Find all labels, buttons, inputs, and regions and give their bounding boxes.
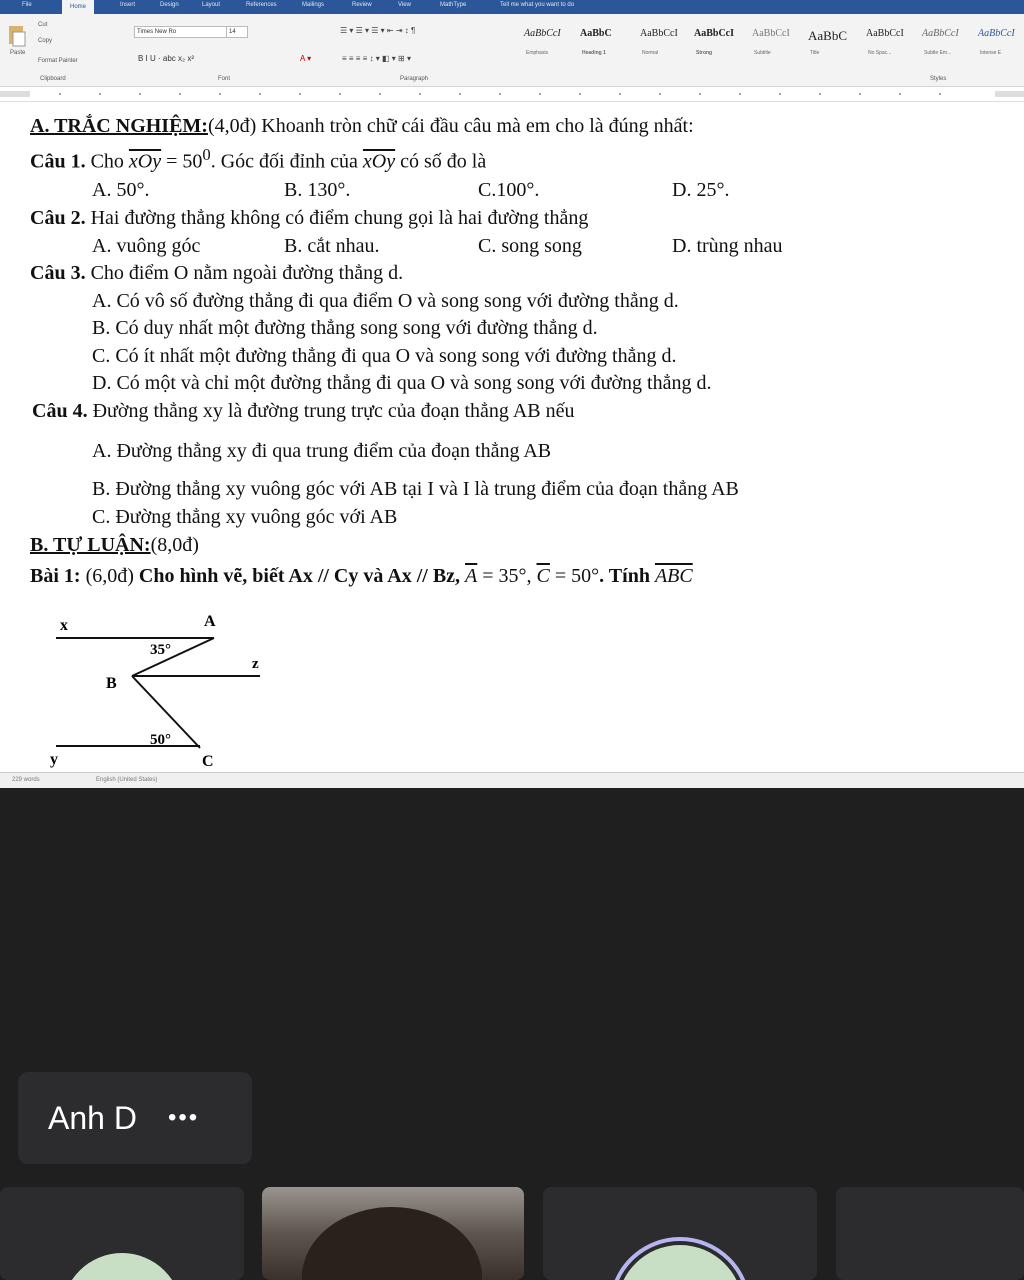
question-4: Câu 4. Đường thẳng xy là đường trung trực của đoạn thẳng AB nếu [32, 400, 575, 422]
tab-review[interactable]: Review [352, 2, 372, 8]
video-tile-2[interactable] [543, 1187, 817, 1280]
q3-option-c: C. Có ít nhất một đường thẳng đi qua O và song song với đường thẳng d. [92, 345, 677, 367]
paste-label[interactable]: Paste [10, 50, 26, 56]
q2-option-a: A. vuông góc [92, 235, 201, 257]
q4-option-c: C. Đường thẳng xy vuông góc với AB [92, 506, 398, 528]
video-tile-3[interactable] [836, 1187, 1024, 1280]
font-size-box[interactable]: 14 [226, 26, 248, 38]
ribbon [0, 14, 1024, 87]
ruler [0, 87, 1024, 102]
styles-group-label: Styles [930, 76, 947, 82]
avatar [62, 1253, 182, 1280]
alignment-buttons[interactable]: ≡ ≡ ≡ ≡ ↕ ▾ ◧ ▾ ⊞ ▾ [342, 54, 411, 63]
paste-icon[interactable] [6, 22, 28, 48]
video-tile-camera[interactable] [262, 1187, 524, 1280]
person-video [302, 1207, 482, 1280]
q3-option-d: D. Có một và chỉ một đường thẳng đi qua O và song song với đường thẳng d. [92, 372, 712, 394]
segment-ab [132, 638, 214, 676]
font-name-box[interactable]: Times New Ro [134, 26, 228, 38]
tab-insert[interactable]: Insert [120, 2, 136, 8]
more-options-icon[interactable]: ••• [168, 1104, 200, 1131]
section-a-heading: A. TRẮC NGHIỆM:(4,0đ) Khoanh tròn chữ cái đầu câu mà em cho là đúng nhất: [30, 115, 694, 137]
question-3: Câu 3. Cho điểm O nằm ngoài đường thẳng d. [30, 262, 404, 284]
word-count[interactable]: 229 words [12, 777, 40, 783]
font-group-label: Font [218, 76, 231, 82]
tab-mathtype[interactable]: MathType [440, 2, 467, 8]
style-subtitle[interactable]: AaBbCcI Subtitle [752, 28, 790, 56]
font-color-button[interactable]: A ▾ [300, 54, 312, 63]
q4-option-b: B. Đường thẳng xy vuông góc với AB tại I và I là trung điểm của đoạn thẳng AB [92, 478, 739, 500]
clipboard-group-label: Clipboard [40, 76, 66, 82]
label-y: y [50, 751, 58, 768]
style-intense-emphasis[interactable]: AaBbCcI Intense E [978, 28, 1015, 56]
question-2: Câu 2. Hai đường thẳng không có điểm chung gọi là hai đường thẳng [30, 207, 589, 229]
tab-mailings[interactable]: Mailings [302, 2, 325, 8]
q4-option-a: A. Đường thẳng xy đi qua trung điểm của đoạn thẳng AB [92, 440, 552, 462]
participant-card[interactable] [18, 1072, 252, 1164]
font-format-buttons[interactable]: B I U · abc x₂ x² [138, 54, 195, 63]
format-painter-button[interactable]: Format Painter [38, 58, 78, 64]
tab-home[interactable]: Home [62, 0, 94, 14]
q1-option-d: D. 25°. [672, 179, 730, 201]
tab-file[interactable]: File [22, 2, 32, 8]
q1-option-b: B. 130°. [284, 179, 351, 201]
q3-option-a: A. Có vô số đường thẳng đi qua điểm O và song song với đường thẳng d. [92, 290, 679, 312]
q2-option-b: B. cắt nhau. [284, 235, 380, 257]
style-heading1[interactable]: AaBbC Heading 1 [580, 28, 612, 56]
q3-option-b: B. Có duy nhất một đường thẳng song song với đường thẳng d. [92, 317, 598, 339]
participant-name: Anh D [48, 1100, 137, 1136]
label-z: z [252, 656, 259, 672]
copy-button[interactable]: Copy [38, 38, 53, 44]
tell-me-box[interactable]: Tell me what you want to do [500, 2, 575, 8]
tab-references[interactable]: References [246, 2, 277, 8]
cut-button[interactable]: Cut [38, 22, 48, 28]
q1-option-c: C.100°. [478, 179, 540, 201]
q2-option-d: D. trùng nhau [672, 235, 783, 257]
label-c: C [202, 753, 214, 770]
q1-option-a: A. 50°. [92, 179, 150, 201]
exercise-1: Bài 1: (6,0đ) Cho hình vẽ, biết Ax // Cy và Ax // Bz, $\overline{A} = 35^\circ$, $\overline{C} = 50^\circ$. Tính $\overline{ABC}$ [30, 565, 693, 587]
style-subtle-emphasis[interactable]: AaBbCcI Subtle Em... [922, 28, 959, 56]
tab-layout[interactable]: Layout [202, 2, 221, 8]
q2-option-c: C. song song [478, 235, 582, 257]
geometry-figure [40, 608, 300, 770]
language-indicator[interactable]: English (United States) [96, 777, 158, 783]
video-tile-1[interactable] [0, 1187, 244, 1280]
question-1: Câu 1. Cho $\overline{xOy} = 50^0$. Góc đối đỉnh của $\overline{xOy}$ có số đo là [30, 145, 487, 173]
style-emphasis[interactable]: AaBbCcI Emphasis [524, 28, 561, 56]
paragraph-group-label: Paragraph [400, 76, 429, 82]
list-buttons[interactable]: ☰ ▾ ☰ ▾ ☰ ▾ ⇤ ⇥ ↕ ¶ [340, 26, 416, 35]
label-b: B [106, 675, 117, 692]
tab-view[interactable]: View [398, 2, 411, 8]
label-x: x [60, 617, 68, 634]
style-normal[interactable]: AaBbCcI Normal [640, 28, 678, 56]
label-angle-35: 35° [150, 642, 171, 658]
avatar [617, 1245, 743, 1280]
status-bar [0, 772, 1024, 788]
style-title[interactable]: AaBbC Title [808, 28, 847, 56]
style-strong[interactable]: AaBbCcI Strong [694, 28, 735, 56]
label-angle-50: 50° [150, 732, 171, 748]
section-b-heading: B. TỰ LUẬN:(8,0đ) [30, 534, 199, 556]
label-a: A [204, 613, 216, 630]
ribbon-tabs [0, 0, 1024, 14]
tab-design[interactable]: Design [160, 2, 179, 8]
style-no-spacing[interactable]: AaBbCcI No Spac... [866, 28, 904, 56]
